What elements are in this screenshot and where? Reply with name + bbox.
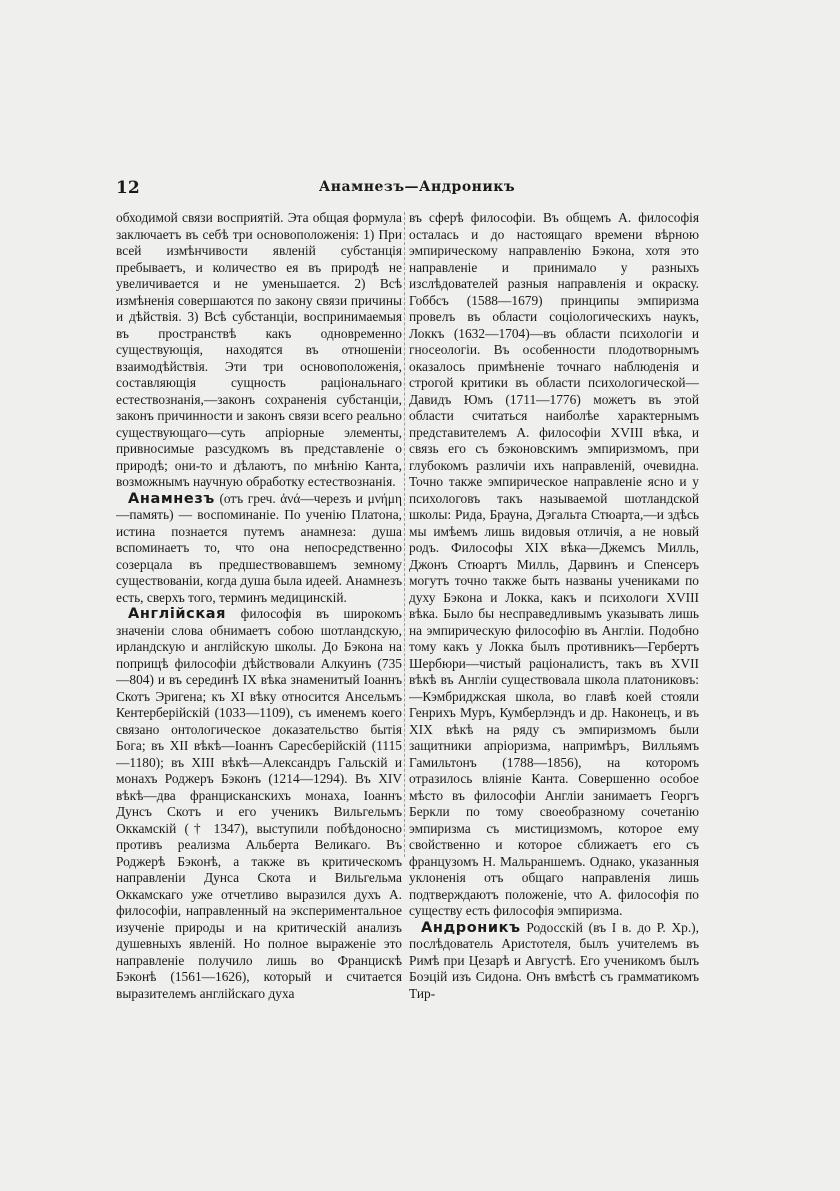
continued-paragraph: обходимой связи восприятій. Эта общая формула заключаетъ въ себѣ три основоположенія: 1) При всей измѣнчивости явленій субстанція пребываетъ, и количество ея въ природѣ не увеличивается и не уменьшается. 2) Всѣ измѣненія совершаются по закону связи причины и дѣйствія. 3) Всѣ субстанціи, воспринимаемыя въ пространствѣ какъ одновременно существующія, находятся въ отношеніи взаимодѣйствія. Эти три основоположенія, составляющія сущность раціональнаго естествознанія,—законъ сохраненія субстанціи, законъ причинности и законъ связи всего реально существующаго—суть апріорные элементы, привносимые разсудкомъ въ представленіе о природѣ; они-то и дѣлаютъ, по мнѣнію Канта, возможнымъ научную обработку естествознанія. [116, 210, 402, 489]
entry-andronik [409, 920, 699, 1003]
page-number: 12 [116, 178, 140, 198]
right-column [409, 210, 699, 1090]
headword-angliyskaya: Англійская [128, 606, 227, 622]
headword-andronik: Андроникъ [421, 919, 521, 936]
left-column [116, 210, 402, 1090]
entry-andronik-text: Родосскій (въ I в. до Р. Хр.), послѣдователь Аристотеля, былъ учителемъ въ Римѣ при Цезарѣ и Августѣ. Его ученикомъ былъ Боэцій изъ Сидона. Онъ вмѣстѣ съ грамматикомъ Тир- [409, 919, 699, 1001]
entry-angliyskaya-text: философія въ широкомъ значеніи слова обнимаетъ собою шотландскую, ирландскую и англійскую школы. До Бэкона на поприщѣ философіи дѣйствовали Алкуинъ (735—804) и въ серединѣ IX вѣка знаменитый Іоаннъ Скотъ Эригена; къ XI вѣку относится Ансельмъ Кентерберійскій (1033—1109), съ именемъ коего связано онтологическое доказательство бытія Бога; въ XII вѣкѣ—Іоаннъ Саресберійскій (1115—1180); въ XIII вѣкѣ—Александръ Гальскій и монахъ Роджеръ Бэконъ (1214—1294). Въ XIV вѣкѣ—два францисканскихъ монаха, Іоаннъ Дунсъ Скотъ и его ученикъ Вильгельмъ Оккамскій († 1347), выступили побѣдоносно противъ реализма Альберта Великаго. Въ Роджерѣ Бэконѣ, а также въ критическомъ направленіи Дунса Скота и Вильгельма Оккамскаго уже отчетливо выразился духъ А. философіи, направленный на экспериментальное изученіе природы и на критическій анализъ душевныхъ явленій. Но полное выраженіе это направленіе получило лишь во Францискѣ Бэконѣ (1561—1626), который и считается выразителемъ англійскаго духа [116, 606, 402, 1001]
continued-paragraph-right: въ сферѣ философіи. Въ общемъ А. философія осталась и до настоящаго времени вѣрною эмпирическому направленію Бэкона, хотя это направленіе и принимало у разныхъ изслѣдователей разныя направленія и окраску. Гоббсъ (1588—1679) принципы эмпиризма провелъ въ области соціологическихъ наукъ, Локкъ (1632—1704)—въ области психологіи и гносеологіи. Въ особенности плодотворнымъ оказалось примѣненіе точнаго наблюденія и строгой критики въ области психологической—Давидъ Юмъ (1711—1776) можетъ въ этой области считаться наиболѣе характернымъ представителемъ А. философіи XVIII вѣка, и связь его съ бэконовскимъ эмпиризмомъ, при глубокомъ различіи ихъ направленій, очевидна. Точно также эмпирическое направленіе ясно и у психологовъ такъ называемой шотландской школы: Рида, Брауна, Дэгальта Стюарта,—и здѣсь мы имѣемъ лишь видовыя отличія, а не новый родъ. Философы XIX вѣка—Джемсъ Милль, Джонъ Стюартъ Милль, Дарвинъ и Спенсеръ могутъ точно также быть названы учениками по духу Бэкона и Локка, какъ и психологи XVIII вѣка. Было бы несправедливымъ указывать лишь на эмпирическую философію въ Англіи. Подобно тому какъ у Локка былъ противникъ—Гербертъ Шербюри—чистый раціоналистъ, такъ въ XVII вѣкѣ въ Англіи существовала школа платониковъ:—Кэмбриджская школа, во главѣ коей стояли Генрихъ Муръ, Кумберлэндъ и др. Наконецъ, и въ XIX вѣкѣ на ряду съ эмпиризмомъ были защитники апріоризма, напримѣръ, Вилльямъ Гамильтонъ (1788—1856), на которомъ отразилось вліяніе Канта. Совершенно особое мѣсто въ философіи Англіи занимаетъ Георгъ Беркли по тому своеобразному сочетанію эмпиризма съ мистицизмомъ, которое ему свойственно и которое сближаетъ его съ французомъ Н. Мальраншемъ. Однако, указанныя уклоненія отъ общаго направленія лишь подтверждаютъ положеніе, что А. философія по существу есть философія эмпиризма. [409, 210, 699, 918]
column-divider [404, 212, 405, 857]
entry-angliyskaya [116, 606, 402, 1002]
headword-anamnez: Анамнезъ [128, 490, 215, 507]
running-head: Анамнезъ—Андроникъ [318, 179, 516, 195]
entry-anamnez [116, 491, 402, 607]
entry-anamnez-text: (отъ греч. ἀνά—черезъ и μνήμη—память) — воспоминаніе. По ученію Платона, истина познается путемъ анамнеза: душа вспоминаетъ то, что она непосредственно созерцала въ предшествовавшемъ земному существованіи, когда душа была идеей. Анамнезъ есть, сверхъ того, терминъ медицинскій. [116, 490, 402, 605]
page-header [116, 178, 698, 204]
